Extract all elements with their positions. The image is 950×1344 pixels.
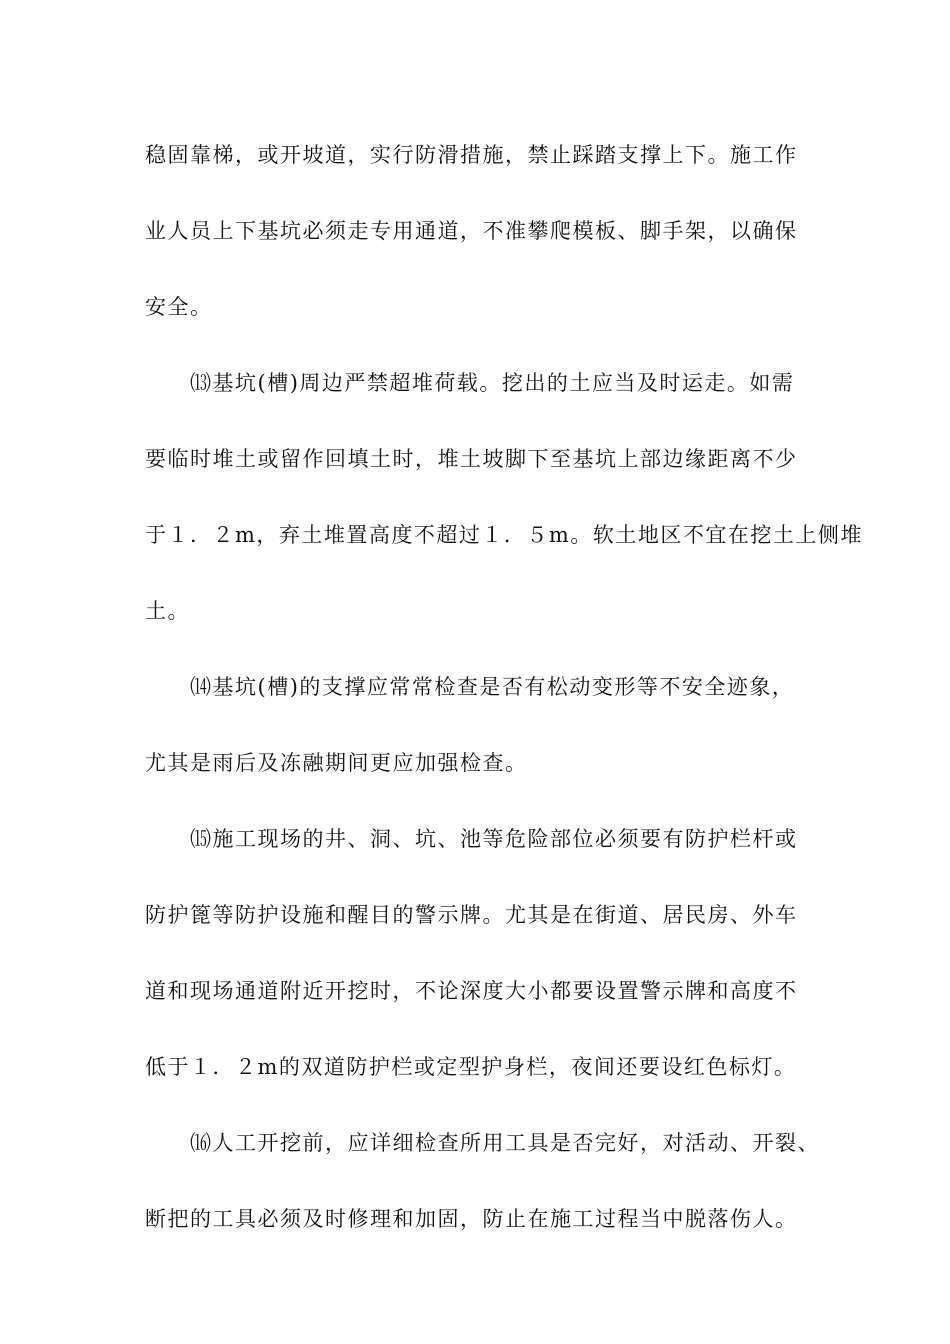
paragraph-15-line-2: 防护篦等防护设施和醒目的警示牌。尤其是在街道、居民房、外车	[145, 903, 798, 927]
paragraph-15-line-1: ⒂施工现场的井、洞、坑、池等危险部位必须要有防护栏杆或	[145, 827, 798, 851]
paragraph-16-line-1: ⒃人工开挖前，应详细检查所用工具是否完好，对活动、开裂、	[145, 1131, 820, 1155]
paragraph-13-line-2: 要临时堆土或留作回填土时，堆土坡脚下至基坑上部边缘距离不少	[145, 447, 798, 471]
text-line-1: 稳固靠梯，或开坡道，实行防滑措施，禁止踩踏支撑上下。施工作	[145, 143, 798, 167]
paragraph-13-line-4: 土。	[145, 599, 190, 623]
paragraph-14-line-1: ⒁基坑(槽)的支撑应常常检查是否有松动变形等不安全迹象，	[145, 675, 795, 699]
text-line-3: 安全。	[145, 295, 213, 319]
body-text	[145, 117, 863, 1257]
text-line-2: 业人员上下基坑必须走专用通道，不准攀爬模板、脚手架，以确保	[145, 219, 798, 243]
paragraph-14-line-2: 尤其是雨后及冻融期间更应加强检查。	[145, 751, 528, 775]
paragraph-13-line-1: ⒀基坑(槽)周边严禁超堆荷载。挖出的土应当及时运走。如需	[145, 371, 795, 395]
paragraph-16-line-2: 断把的工具必须及时修理和加固，防止在施工过程当中脱落伤人。	[145, 1207, 798, 1231]
paragraph-13-line-3: 于１．２m，弃土堆置高度不超过１．５m。软土地区不宜在挖土上侧堆	[145, 523, 863, 547]
paragraph-15-line-4: 低于１．２m的双道防护栏或定型护身栏，夜间还要设红色标灯。	[145, 1055, 797, 1079]
paragraph-15-line-3: 道和现场通道附近开挖时，不论深度大小都要设置警示牌和高度不	[145, 979, 798, 1003]
